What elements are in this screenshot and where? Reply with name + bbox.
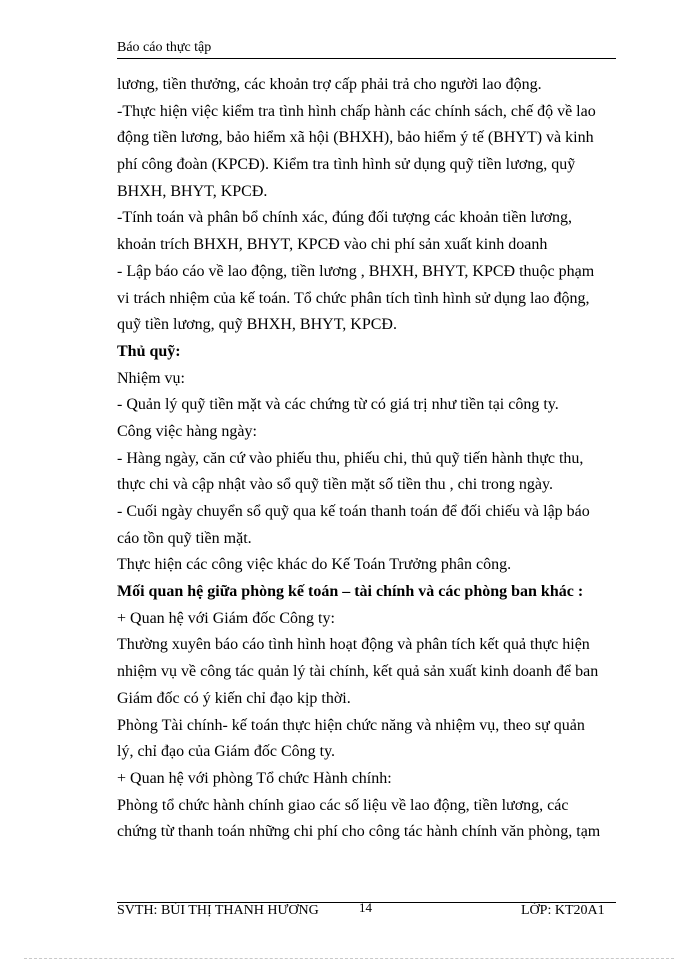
body-line: -Tính toán và phân bổ chính xác, đúng đối tượng các khoản tiền lương, [117,209,573,227]
body-line: động tiền lương, bảo hiểm xã hội (BHXH), bảo hiểm ý tế (BHYT) và kinh [117,129,594,147]
body-line: - Cuối ngày chuyển sổ quỹ qua kế toán thanh toán để đối chiếu và lập báo [117,503,590,520]
body-line: + Quan hệ với Giám đốc Công ty: [117,609,335,627]
body-line: + Quan hệ với phòng Tổ chức Hành chính: [117,769,392,787]
footer-class: LỚP: KT20A1 [521,903,605,918]
body-line: khoản trích BHXH, BHYT, KPCĐ vào chi phí sản xuất kinh doanh [117,236,548,254]
body-line: nhiệm vụ về công tác quản lý tài chính, kết quả sản xuất kinh doanh để ban [117,663,599,681]
body-line: Thực hiện các công việc khác do Kế Toán Trưởng phân công. [117,556,512,574]
footer-student-name: SVTH: BÙI THỊ THANH HƯƠNG [117,903,319,918]
body-line: chứng từ thanh toán những chi phí cho công tác hành chính văn phòng, tạm [117,823,601,841]
body-line: BHXH, BHYT, KPCĐ. [117,182,268,200]
section-heading-thu-quy: Thủ quỹ: [117,342,181,360]
body-line: Công việc hàng ngày: [117,422,257,440]
body-line: lý, chỉ đạo của Giám đốc Công ty. [117,743,336,761]
body-line: - Hàng ngày, căn cứ vào phiếu thu, phiếu chi, thủ quỹ tiến hành thực thu, [117,449,584,467]
document-body [117,72,637,846]
body-line: Phòng tổ chức hành chính giao các số liệu về lao động, tiền lương, các [117,796,569,814]
body-line: -Thực hiện việc kiểm tra tình hình chấp hành các chính sách, chế độ về lao [117,102,596,120]
body-line: Nhiệm vụ: [117,369,185,387]
page-header [117,40,616,59]
body-line: cáo tồn quỹ tiền mặt. [117,529,252,547]
body-line: - Lập báo cáo về lao động, tiền lương , BHXH, BHYT, KPCĐ thuộc phạm [117,262,595,280]
page-number: 14 [359,900,372,915]
body-line: Phòng Tài chính- kế toán thực hiện chức năng và nhiệm vụ, theo sự quản [117,716,585,734]
body-line: Giám đốc có ý kiến chỉ đạo kịp thời. [117,689,351,707]
body-line: quỹ tiền lương, quỹ BHXH, BHYT, KPCĐ. [117,316,397,334]
header-title: Báo cáo thực tập [117,40,212,55]
body-line: - Quản lý quỹ tiền mặt và các chứng từ có giá trị như tiền tại công ty. [117,396,559,414]
page-break-edge [24,958,674,959]
body-line: Thường xuyên báo cáo tình hình hoạt động và phân tích kết quả thực hiện [117,636,590,654]
body-line: thực chi và cập nhật vào sổ quỹ tiền mặt số tiền thu , chi trong ngày. [117,476,553,494]
body-line: vi trách nhiệm của kế toán. Tổ chức phân tích tình hình sử dụng lao động, [117,289,590,307]
body-line: phí công đoàn (KPCĐ). Kiểm tra tình hình sử dụng quỹ tiền lương, quỹ [117,156,576,174]
section-heading-relations: Mối quan hệ giữa phòng kế toán – tài chính và các phòng ban khác : [117,583,584,601]
body-line: lương, tiền thưởng, các khoản trợ cấp phải trả cho người lao động. [117,76,542,93]
